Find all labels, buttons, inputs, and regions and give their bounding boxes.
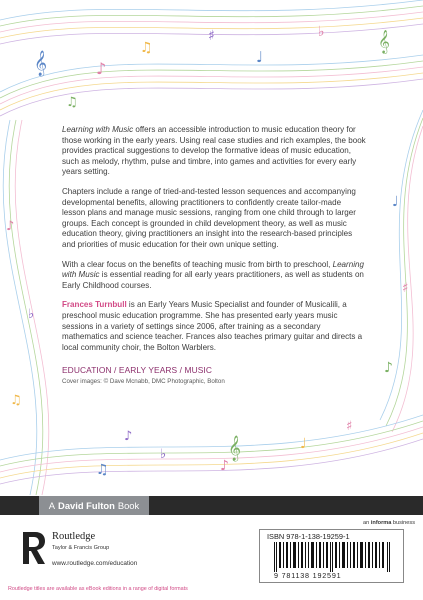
music-note-icon: ♫: [10, 393, 22, 408]
blurb-paragraph: Chapters include a range of tried-and-tested lesson sequences and accompanying developmental benefits, allowing practitioners to confidently create tailor-made lesson plans and manage music sessions, ranging from one child through to larger groups. Each concept is grounded in child development theory, as well as music education theory, giving practitioners an insight into the research-based principles and priorities of music education for their own unique setting.: [62, 186, 356, 249]
music-note-icon: ♩: [300, 436, 307, 452]
sharp-icon: ♯: [346, 419, 353, 434]
music-note-icon: ♪: [384, 360, 393, 376]
flat-icon: ♭: [318, 24, 325, 40]
isbn-text: ISBN 978-1-138-19259-1: [267, 532, 350, 541]
treble-clef-icon: 𝄞: [378, 29, 390, 53]
sharp-icon: ♯: [402, 281, 409, 296]
blurb-paragraph: Learning with Music offers an accessible introduction to music education theory for those working in the early years. Using real case studies and rich examples, the book provides practical suggestions to develop the formative ideas of music education, such as melody, rhythm, pulse and timbre, into games and activities for every early years setting.: [62, 125, 366, 177]
music-note-icon: ♫: [66, 95, 78, 110]
treble-clef-icon: 𝄞: [228, 436, 242, 461]
music-note-icon: ♪: [124, 429, 133, 444]
music-note-icon: ♪: [6, 219, 15, 234]
music-note-icon: ♪: [220, 458, 229, 474]
publisher-url: www.routledge.com/education: [52, 560, 138, 567]
publisher-name: Routledge: [52, 531, 96, 542]
blurb-paragraph: With a clear focus on the benefits of teaching music from birth to preschool, Learning with Music is essential reading for all early years practitioners, as well as students on Early Childhood courses.: [62, 259, 364, 290]
author-name: Frances Turnbull: [62, 300, 127, 310]
publisher-group: Taylor & Francis Group: [52, 545, 110, 551]
music-note-icon: ♩: [256, 48, 264, 66]
music-note-icon: ♪: [96, 59, 107, 78]
routledge-r-icon: [19, 530, 47, 566]
ebook-note: Routledge titles are available as eBook editions in a range of digital formats: [8, 586, 188, 592]
music-note-icon: ♫: [140, 40, 153, 56]
treble-clef-icon: 𝄞: [34, 51, 48, 76]
imprint-label: A David Fulton Book: [39, 496, 149, 515]
imprint-bar: [0, 496, 423, 515]
blurb-text: [62, 125, 366, 387]
music-note-icon: ♩: [392, 194, 399, 210]
informa-business-label: an informa business: [363, 520, 415, 526]
barcode-panel: [259, 529, 404, 583]
flat-icon: ♭: [160, 447, 167, 462]
barcode-icon: [274, 542, 392, 572]
sharp-icon: ♯: [208, 28, 215, 44]
author-bio: Frances Turnbull is an Early Years Music Specialist and founder of Musicalili, a preschool music education programme. She has presented early years music sessions in a variety of settings since 2006, after training as a secondary mathematics and science teacher. Frances also teaches primary guitar and directs a local community choir, the Bolton Warblers.: [62, 300, 363, 352]
cover-credit: Cover images: © Dave Mcnabb, DMC Photographic, Bolton: [62, 377, 225, 385]
music-note-icon: ♫: [96, 462, 109, 478]
subject-categories: EDUCATION / EARLY YEARS / MUSIC: [62, 365, 213, 376]
flat-icon: ♭: [28, 307, 35, 322]
barcode-digits: 9 781138 192591: [274, 571, 342, 580]
